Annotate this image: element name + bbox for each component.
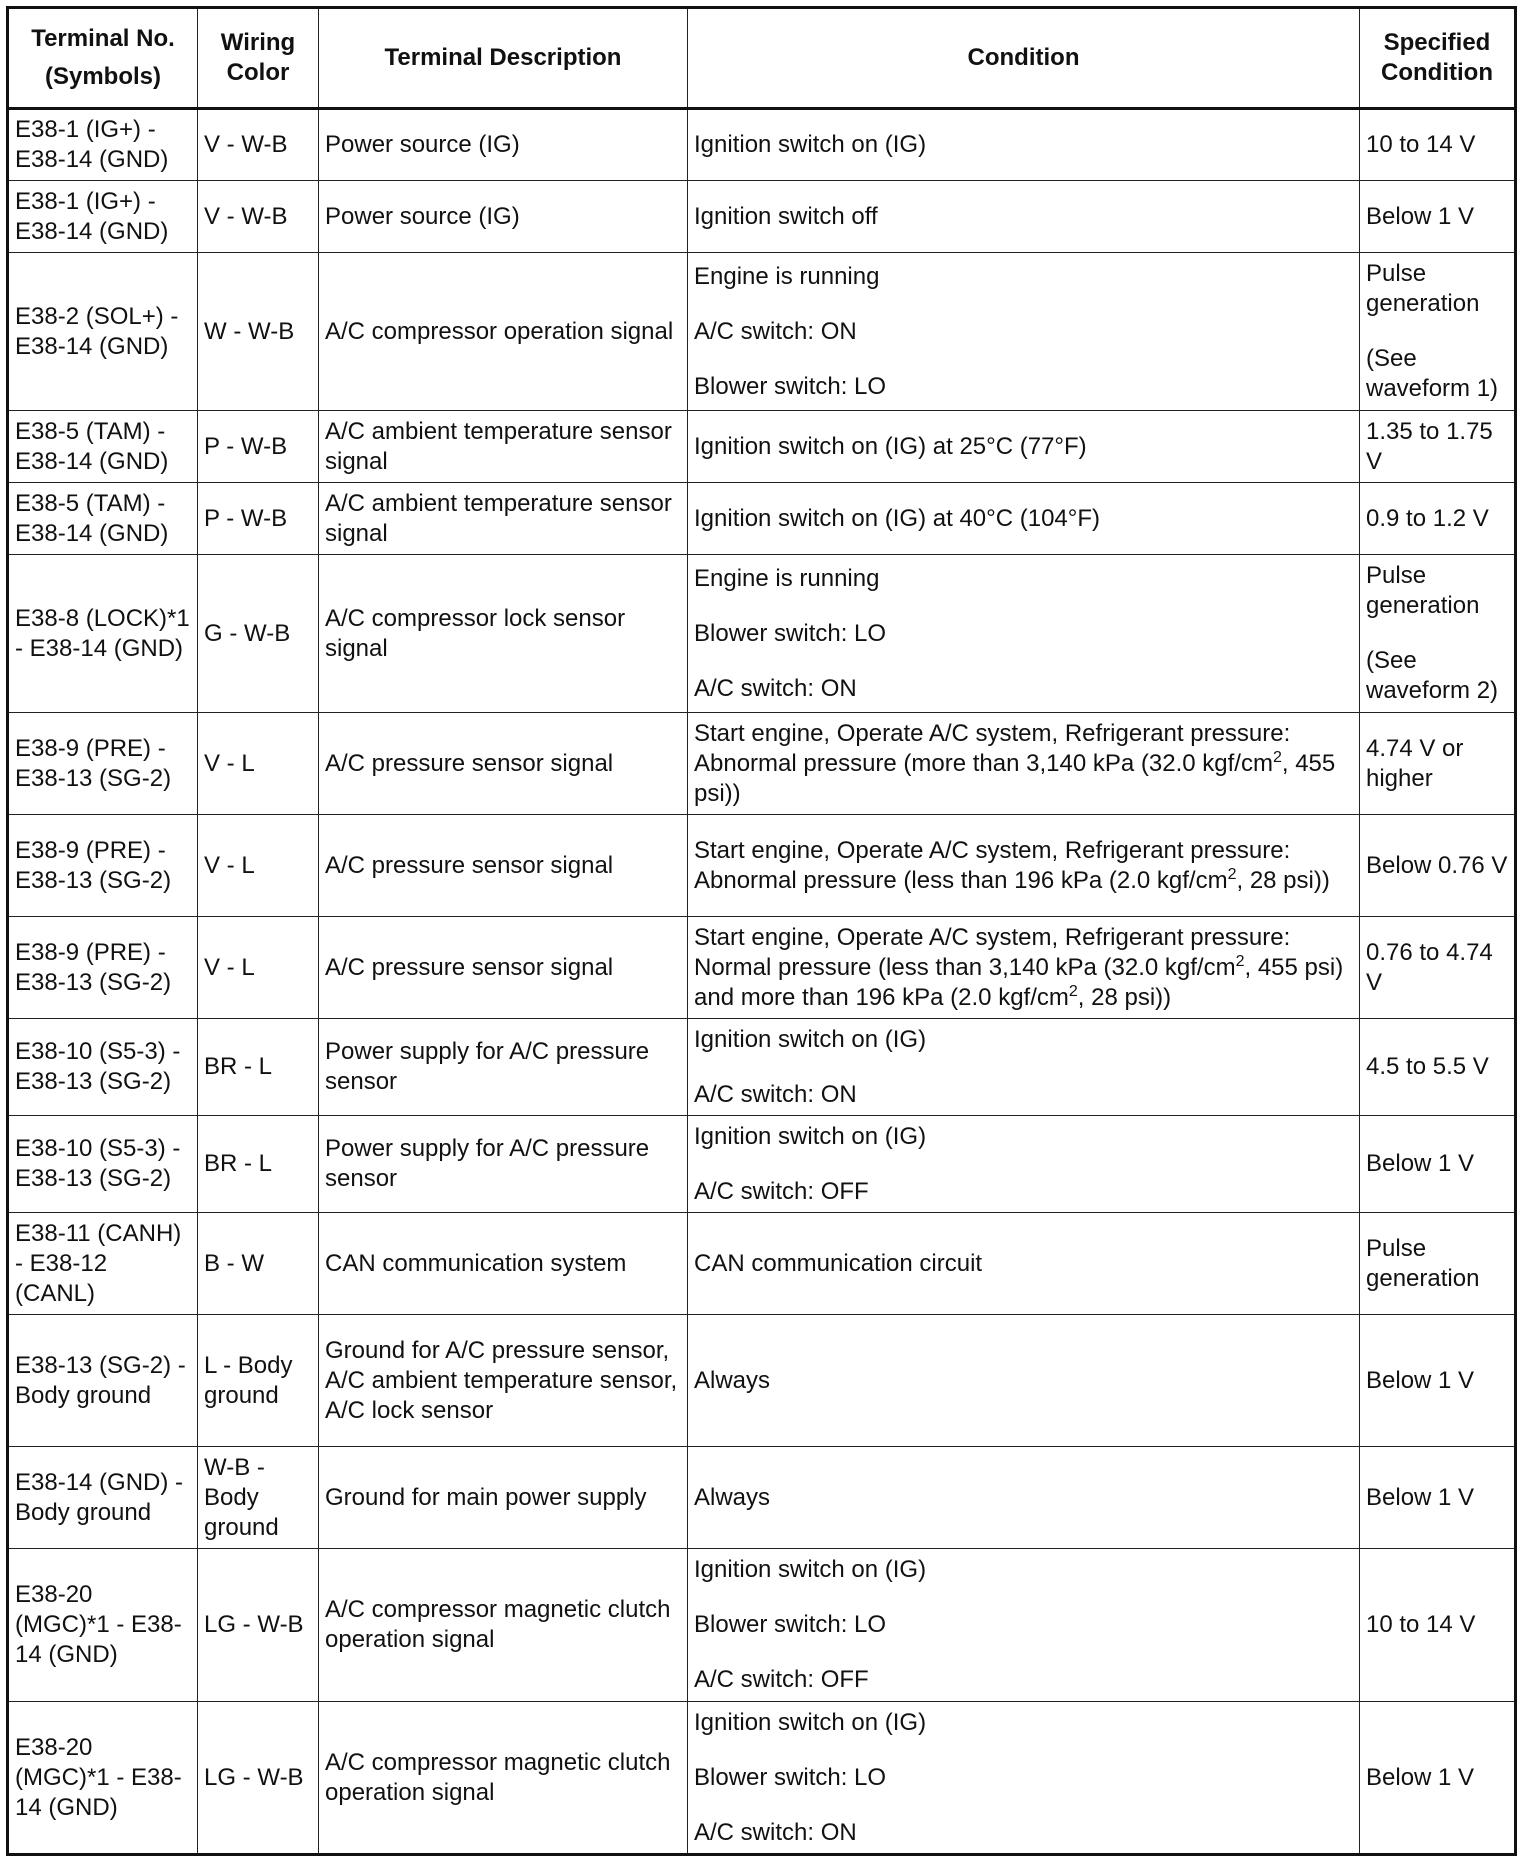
- specified-line: Below 0.76 V: [1366, 851, 1508, 879]
- wiring-color-cell: V - W-B: [198, 109, 319, 181]
- condition-line: Ignition switch on (IG): [694, 1025, 927, 1053]
- header-wiring-line1: Wiring: [220, 29, 296, 56]
- superscript: 2: [1227, 865, 1237, 883]
- table-row: [8, 1549, 1516, 1702]
- wiring-color-cell: W-B - Body ground: [198, 1447, 319, 1549]
- condition-line: Ignition switch on (IG): [694, 1122, 927, 1150]
- table-row: [8, 917, 1516, 1019]
- table-row: [8, 1447, 1516, 1549]
- terminal-cell: E38-20 (MGC)*1 - E38-14 (GND): [8, 1702, 198, 1855]
- condition-line: Ignition switch on (IG): [694, 1708, 927, 1736]
- description-cell: Power source (IG): [319, 109, 688, 181]
- specified-line: Below 1 V: [1366, 1483, 1475, 1511]
- terminal-cell: E38-13 (SG-2) - Body ground: [8, 1315, 198, 1447]
- description-cell: Power supply for A/C pressure sensor: [319, 1116, 688, 1213]
- wiring-color-cell: BR - L: [198, 1116, 319, 1213]
- condition-cell: [688, 1702, 1360, 1855]
- condition-line: A/C switch: ON: [694, 674, 857, 702]
- specified-cell: [1360, 1447, 1516, 1549]
- specified-line: 10 to 14 V: [1366, 131, 1476, 158]
- wiring-color-cell: LG - W-B: [198, 1702, 319, 1855]
- condition-line: Ignition switch on (IG): [694, 131, 927, 158]
- table-row: [8, 713, 1516, 815]
- terminal-cell: E38-10 (S5-3) - E38-13 (SG-2): [8, 1116, 198, 1213]
- wiring-color-cell: V - L: [198, 917, 319, 1019]
- condition-line: Ignition switch off: [694, 202, 878, 230]
- condition-line: Engine is running: [694, 564, 880, 592]
- condition-cell: [688, 1549, 1360, 1702]
- condition-text: , 28 psi)): [1236, 866, 1330, 894]
- description-cell: A/C pressure sensor signal: [319, 917, 688, 1019]
- condition-line: Always: [694, 1366, 771, 1394]
- terminal-cell: E38-14 (GND) - Body ground: [8, 1447, 198, 1549]
- header-specified-condition: [1360, 8, 1516, 109]
- table-row: [8, 109, 1516, 181]
- terminal-cell: E38-1 (IG+) - E38-14 (GND): [8, 109, 198, 181]
- specified-cell: [1360, 109, 1516, 181]
- condition-text: Start engine, Operate A/C system, Refrigerant pressure: Normal pressure (less than 3,140 kPa (32.0 kgf/cm: [694, 923, 1291, 981]
- table-row: [8, 1213, 1516, 1315]
- specified-cell: [1360, 1702, 1516, 1855]
- specified-cell: [1360, 1315, 1516, 1447]
- wiring-color-cell: W - W-B: [198, 253, 319, 411]
- condition-line: A/C switch: OFF: [694, 1177, 869, 1205]
- description-cell: A/C compressor operation signal: [319, 253, 688, 411]
- condition-cell: [688, 1315, 1360, 1447]
- condition-cell: [688, 1116, 1360, 1213]
- condition-line: CAN communication circuit: [694, 1249, 983, 1277]
- superscript: 2: [1272, 748, 1282, 766]
- wiring-color-cell: V - L: [198, 713, 319, 815]
- specified-line: Pulse generation: [1366, 260, 1480, 317]
- terminal-cell: E38-1 (IG+) - E38-14 (GND): [8, 181, 198, 253]
- condition-line: Ignition switch on (IG) at 40°C (104°F): [694, 504, 1101, 532]
- table-row: [8, 1116, 1516, 1213]
- wiring-color-cell: BR - L: [198, 1019, 319, 1116]
- superscript: 2: [1068, 982, 1078, 1000]
- specified-line: 0.76 to 4.74 V: [1366, 938, 1493, 996]
- description-cell: Ground for A/C pressure sensor, A/C ambient temperature sensor, A/C lock sensor: [319, 1315, 688, 1447]
- condition-text: Start engine, Operate A/C system, Refrigerant pressure: Abnormal pressure (less than 196 kPa (2.0 kgf/cm: [694, 836, 1291, 894]
- condition-line: Blower switch: LO: [694, 372, 887, 400]
- condition-cell: [688, 483, 1360, 555]
- header-specified-line1: Specified: [1383, 29, 1491, 56]
- specified-cell: [1360, 1549, 1516, 1702]
- condition-line: A/C switch: OFF: [694, 1666, 869, 1693]
- condition-line: Ignition switch on (IG) at 25°C (77°F): [694, 432, 1087, 460]
- header-row: [8, 8, 1516, 109]
- description-cell: Power supply for A/C pressure sensor: [319, 1019, 688, 1116]
- condition-line: A/C switch: ON: [694, 1818, 857, 1846]
- specified-line: 1.35 to 1.75 V: [1366, 417, 1493, 475]
- specified-line: (See waveform 2): [1366, 647, 1499, 704]
- description-cell: Power source (IG): [319, 181, 688, 253]
- specified-line: 10 to 14 V: [1366, 1611, 1476, 1638]
- condition-cell: [688, 555, 1360, 713]
- condition-cell: [688, 1447, 1360, 1549]
- terminal-cell: E38-20 (MGC)*1 - E38-14 (GND): [8, 1549, 198, 1702]
- specified-line: Pulse generation: [1366, 1234, 1480, 1292]
- wiring-color-cell: P - W-B: [198, 483, 319, 555]
- condition-cell: [688, 917, 1360, 1019]
- table-row: [8, 483, 1516, 555]
- wiring-color-cell: B - W: [198, 1213, 319, 1315]
- specified-cell: [1360, 1213, 1516, 1315]
- terminal-cell: E38-9 (PRE) - E38-13 (SG-2): [8, 917, 198, 1019]
- specified-cell: [1360, 253, 1516, 411]
- header-condition: Condition: [688, 8, 1360, 109]
- header-terminal-description: Terminal Description: [319, 8, 688, 109]
- terminal-cell: E38-8 (LOCK)*1 - E38-14 (GND): [8, 555, 198, 713]
- wiring-color-cell: LG - W-B: [198, 1549, 319, 1702]
- header-terminal-no: [8, 8, 198, 109]
- condition-line: Blower switch: LO: [694, 1611, 887, 1638]
- description-cell: A/C compressor lock sensor signal: [319, 555, 688, 713]
- condition-cell: [688, 109, 1360, 181]
- terminal-cell: E38-9 (PRE) - E38-13 (SG-2): [8, 815, 198, 917]
- specified-line: Below 1 V: [1366, 1150, 1475, 1177]
- specified-cell: [1360, 917, 1516, 1019]
- condition-text: , 455 psi)): [694, 749, 1336, 807]
- wiring-color-cell: V - L: [198, 815, 319, 917]
- specified-line: 4.74 V or higher: [1366, 734, 1464, 792]
- terminal-cell: E38-9 (PRE) - E38-13 (SG-2): [8, 713, 198, 815]
- terminal-cell: E38-5 (TAM) - E38-14 (GND): [8, 411, 198, 483]
- table-row: [8, 1702, 1516, 1855]
- condition-cell: [688, 181, 1360, 253]
- specified-line: 0.9 to 1.2 V: [1366, 504, 1489, 532]
- table-row: [8, 181, 1516, 253]
- specified-line: Below 1 V: [1366, 1763, 1475, 1791]
- specified-cell: [1360, 815, 1516, 917]
- header-specified-line2: Condition: [1381, 59, 1493, 86]
- terminal-spec-table: [6, 6, 1517, 1856]
- wiring-color-cell: P - W-B: [198, 411, 319, 483]
- condition-line: A/C switch: ON: [694, 317, 857, 345]
- condition-cell: [688, 815, 1360, 917]
- description-cell: A/C compressor magnetic clutch operation signal: [319, 1702, 688, 1855]
- description-cell: CAN communication system: [319, 1213, 688, 1315]
- terminal-cell: E38-10 (S5-3) - E38-13 (SG-2): [8, 1019, 198, 1116]
- wiring-color-cell: G - W-B: [198, 555, 319, 713]
- specified-cell: [1360, 411, 1516, 483]
- table-row: [8, 1019, 1516, 1116]
- condition-text: , 455 psi) and more than 196 kPa (2.0 kgf/cm: [694, 953, 1344, 1011]
- description-cell: Ground for main power supply: [319, 1447, 688, 1549]
- superscript: 2: [1235, 952, 1245, 970]
- condition-line: Blower switch: LO: [694, 619, 887, 647]
- header-wiring-color: [198, 8, 319, 109]
- specified-cell: [1360, 555, 1516, 713]
- table-row: [8, 253, 1516, 411]
- description-cell: A/C compressor magnetic clutch operation signal: [319, 1549, 688, 1702]
- terminal-spec-document: [6, 6, 1514, 1856]
- description-cell: A/C pressure sensor signal: [319, 713, 688, 815]
- specified-line: Pulse generation: [1366, 562, 1480, 619]
- condition-line: Always: [694, 1483, 771, 1511]
- terminal-cell: E38-11 (CANH) - E38-12 (CANL): [8, 1213, 198, 1315]
- condition-line: Engine is running: [694, 262, 880, 290]
- condition-cell: [688, 713, 1360, 815]
- header-terminal-line1: Terminal No.: [31, 25, 175, 52]
- specified-line: Below 1 V: [1366, 1366, 1475, 1394]
- table-row: [8, 555, 1516, 713]
- specified-line: (See waveform 1): [1366, 345, 1499, 402]
- condition-line: Ignition switch on (IG): [694, 1556, 927, 1583]
- condition-cell: [688, 1019, 1360, 1116]
- condition-cell: [688, 411, 1360, 483]
- condition-line: A/C switch: ON: [694, 1080, 857, 1108]
- condition-cell: [688, 253, 1360, 411]
- header-terminal-line2: (Symbols): [44, 63, 161, 90]
- specified-cell: [1360, 1116, 1516, 1213]
- specified-cell: [1360, 483, 1516, 555]
- condition-line: Blower switch: LO: [694, 1763, 887, 1791]
- condition-cell: [688, 1213, 1360, 1315]
- specified-line: 4.5 to 5.5 V: [1366, 1053, 1489, 1080]
- wiring-color-cell: V - W-B: [198, 181, 319, 253]
- table-row: [8, 815, 1516, 917]
- specified-cell: [1360, 713, 1516, 815]
- condition-text: Start engine, Operate A/C system, Refrigerant pressure: Abnormal pressure (more than 3,140 kPa (32.0 kgf/cm: [694, 719, 1291, 777]
- terminal-cell: E38-5 (TAM) - E38-14 (GND): [8, 483, 198, 555]
- specified-line: Below 1 V: [1366, 202, 1475, 230]
- specified-cell: [1360, 1019, 1516, 1116]
- description-cell: A/C ambient temperature sensor signal: [319, 411, 688, 483]
- table-row: [8, 411, 1516, 483]
- wiring-color-cell: L - Body ground: [198, 1315, 319, 1447]
- description-cell: A/C pressure sensor signal: [319, 815, 688, 917]
- table-row: [8, 1315, 1516, 1447]
- specified-cell: [1360, 181, 1516, 253]
- condition-text: , 28 psi)): [1077, 983, 1172, 1011]
- header-wiring-line2: Color: [226, 59, 290, 86]
- description-cell: A/C ambient temperature sensor signal: [319, 483, 688, 555]
- terminal-cell: E38-2 (SOL+) - E38-14 (GND): [8, 253, 198, 411]
